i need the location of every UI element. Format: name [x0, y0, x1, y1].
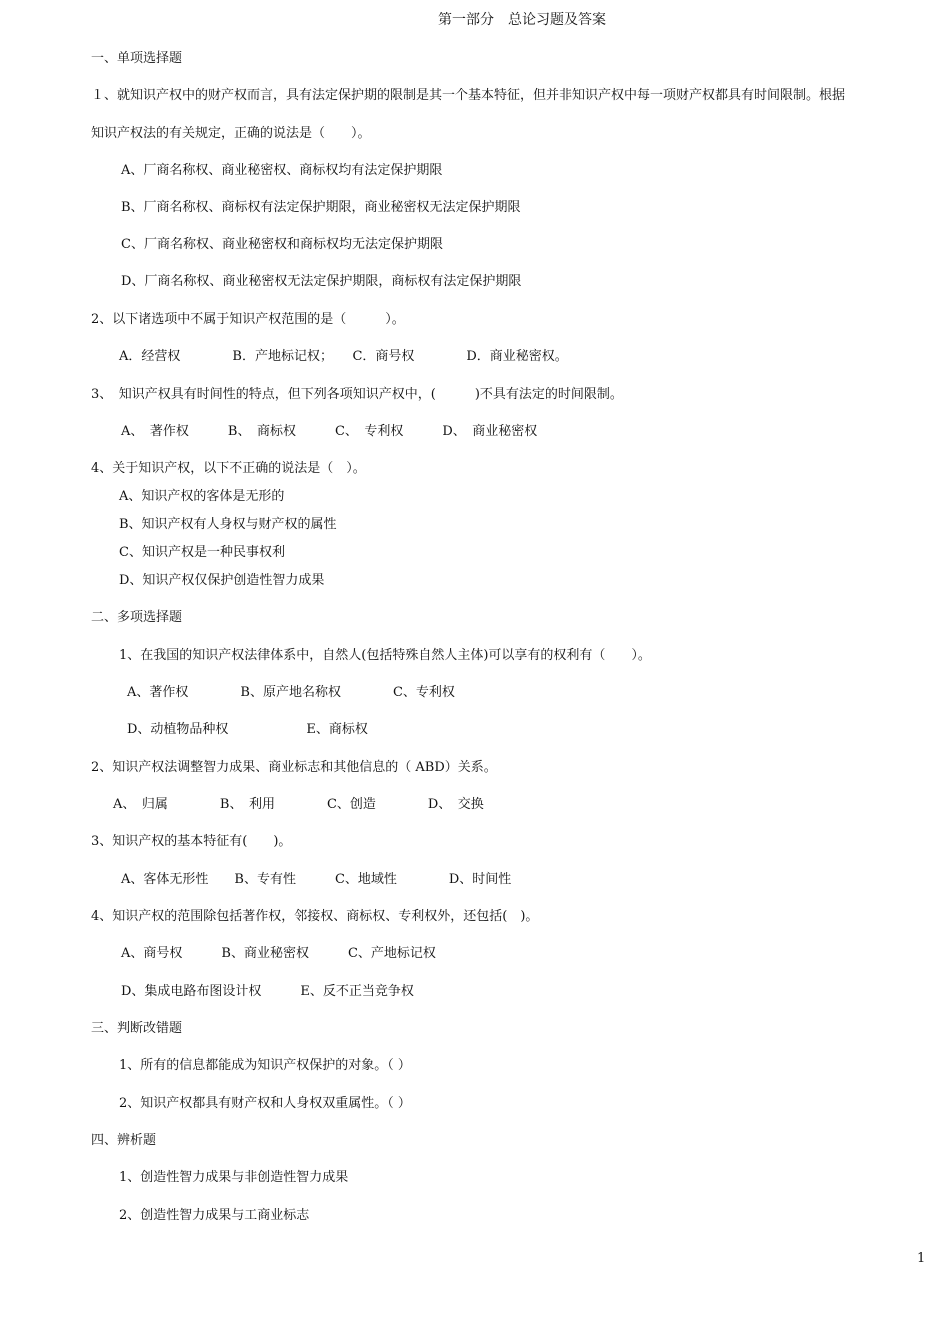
document-title: 第一部分 总论习题及答案	[438, 12, 606, 28]
analysis-question-2: 2、创造性智力成果与工商业标志	[119, 1208, 310, 1223]
multi-question-3-text: 3、知识产权的基本特征有( )。	[91, 834, 292, 849]
page-number: 1	[917, 1251, 926, 1266]
multi-question-1-options-row2: D、动植物品种权 E、商标权	[127, 722, 368, 737]
question-1-option-a: A、厂商名称权、商业秘密权、商标权均有法定保护期限	[121, 163, 443, 178]
question-1-option-b: B、厂商名称权、商标权有法定保护期限，商业秘密权无法定保护期限	[121, 200, 521, 215]
question-3-options: A、 著作权 B、 商标权 C、 专利权 D、 商业秘密权	[121, 424, 538, 439]
multi-question-4-options-row2: D、集成电路布图设计权 E、反不正当竞争权	[121, 984, 414, 999]
question-1-text-cont: 知识产权法的有关规定，正确的说法是（ ）。	[91, 126, 371, 141]
question-1-option-d: D、厂商名称权、商业秘密权无法定保护期限，商标权有法定保护期限	[121, 274, 522, 289]
section-heading-true-false: 三、判断改错题	[91, 1021, 183, 1036]
analysis-question-1: 1、创造性智力成果与非创造性智力成果	[119, 1170, 349, 1185]
question-4-text: 4、关于知识产权，以下不正确的说法是（ ）。	[91, 461, 366, 476]
question-4-option-b: B、知识产权有人身权与财产权的属性	[119, 517, 337, 532]
multi-question-1-options-row1: A、著作权 B、原产地名称权 C、专利权	[127, 685, 455, 700]
judgment-question-2: 2、知识产权都具有财产权和人身权双重属性。（ ）	[119, 1096, 411, 1111]
question-2-text: 2、以下诸选项中不属于知识产权范围的是（ ）。	[91, 312, 405, 327]
judgment-question-1: 1、所有的信息都能成为知识产权保护的对象。（ ）	[119, 1058, 411, 1073]
question-4-option-c: C、知识产权是一种民事权利	[119, 545, 285, 560]
question-1-text: １、就知识产权中的财产权而言，具有法定保护期的限制是其一个基本特征，但并非知识产权中每一项财产权都具有时间限制。根据	[91, 88, 846, 103]
multi-question-4-text: 4、知识产权的范围除包括著作权，邻接权、商标权、专利权外，还包括( )。	[91, 909, 539, 924]
multi-question-4-options-row1: A、商号权 B、商业秘密权 C、产地标记权	[121, 946, 436, 961]
section-heading-single-choice: 一、单项选择题	[91, 51, 183, 66]
multi-question-2-text: 2、知识产权法调整智力成果、商业标志和其他信息的（ ABD）关系。	[91, 760, 497, 775]
question-3-text: 3、 知识产权具有时间性的特点，但下列各项知识产权中，( )不具有法定的时间限制。	[91, 387, 623, 402]
multi-question-1-text: 1、在我国的知识产权法律体系中，自然人(包括特殊自然人主体)可以享有的权利有（ ）。	[119, 648, 651, 663]
question-4-option-d: D、知识产权仅保护创造性智力成果	[119, 573, 325, 588]
multi-question-3-options: A、客体无形性 B、专有性 C、地域性 D、时间性	[121, 872, 512, 887]
question-2-options: A．经营权 B．产地标记权； C．商号权 D．商业秘密权。	[119, 349, 568, 364]
section-heading-analysis: 四、辨析题	[91, 1133, 157, 1148]
multi-question-2-options: A、 归属 B、 利用 C、创造 D、 交换	[113, 797, 484, 812]
section-heading-multiple-choice: 二、多项选择题	[91, 610, 183, 625]
question-4-option-a: A、知识产权的客体是无形的	[119, 489, 285, 504]
question-1-option-c: C、厂商名称权、商业秘密权和商标权均无法定保护期限	[121, 237, 443, 252]
